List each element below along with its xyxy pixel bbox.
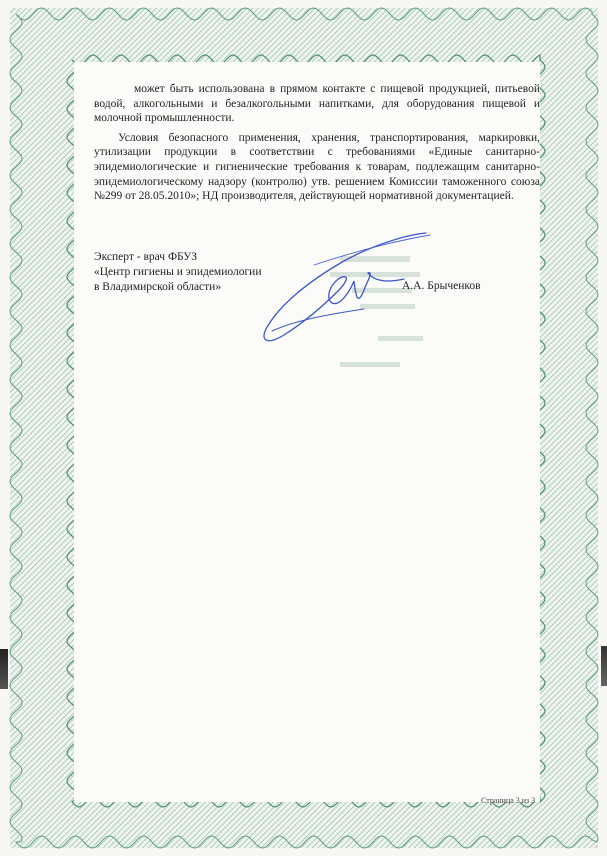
position-line-1: Эксперт - врач ФБУЗ	[94, 251, 197, 263]
signer-name: А.А. Брыченков	[402, 280, 481, 292]
position-line-2: «Центр гигиены и эпидемиологии	[94, 265, 262, 278]
signer-position	[94, 250, 261, 294]
paragraph-conditions: Условия безопасного применения, хранения, транспортирования, маркировки, утилизации продукции в соответствии с требованиями «Единые санитарно-эпидемиологические и гигиенические требования к товарам, подлежащим санитарно-эпидемиологическому надзору (контролю) утв. решением Комиссии таможенного союза №299 от 28.05.2010»; НД производителя, действующей нормативной документацией.	[94, 131, 540, 203]
paragraph-usage: может быть использована в прямом контакте с пищевой продукцией, питьевой водой, алкогольными и безалкогольными напитками, для оборудования пищевой и молочной промышленности.	[94, 83, 540, 125]
scan-edge-mark-right	[601, 646, 607, 686]
document-body	[94, 82, 540, 204]
position-line-3: в Владимирской области»	[94, 280, 222, 293]
scan-edge-mark	[0, 649, 8, 689]
page-number: Страница 3 из 3	[481, 796, 536, 805]
